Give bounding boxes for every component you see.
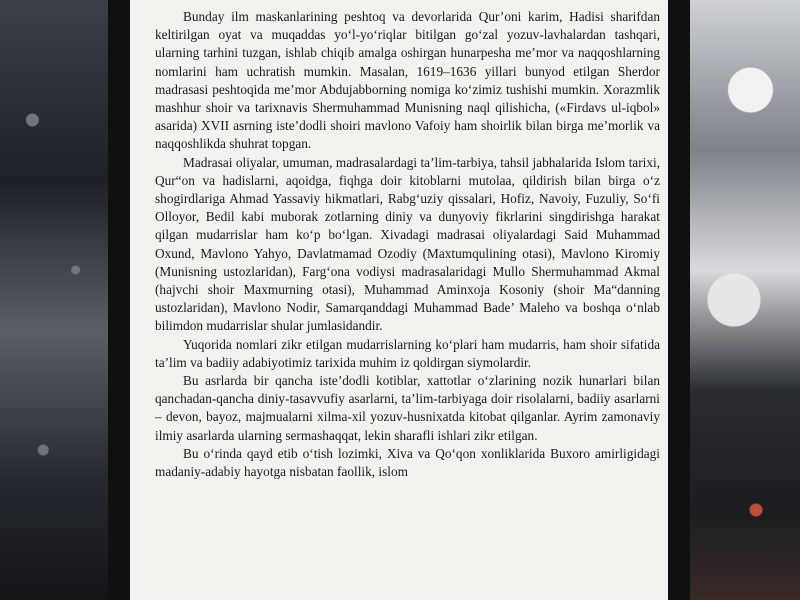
book-page [130,0,668,600]
page-gutter-right [668,0,690,600]
page-text [155,8,660,481]
paragraph-2: Madrasai oliyalar, umuman, madrasalardagi ta’lim-tarbiya, tahsil jabhalarida Islom tarixi, Qur“on va hadislarni, aqoidga, fiqhga doir kitoblarni mutolaa, qildirish bilan birga o‘z shogirdlariga Ahmad Yassaviy hikmatlari, Rabg‘uziy qissalari, Hofiz, Navoiy, Fuzuliy, So‘fi Olloyor, Bedil kabi muborak zotlarning diniy va dunyoviy fikrlarini singdirishga harakat qilgan mudarrislar ham ko‘p bo‘lgan. Xivadagi madrasai oliyalardagi Said Muhammad Oxund, Mavlono Yahyo, Davlatmamad Ozodiy (Maxtumqulining otasi), Mavlono Kiromiy (Munisning ustozlaridan), Farg‘ona vodiysi madrasalaridagi Mullo Shermuhammad Akmal (hajvchi shoir Maxmurning otasi), Muhammad Aminxoja Kosoniy (shoir Ma“danning ustozlaridan), Mavlono Nodir, Samarqanddagi Muhammad Bade’ Maleho va boshqa o‘nlab bilimdon mudarrislar shular jumlasidandir. [155,154,660,334]
paragraph-4: Bu asrlarda bir qancha iste’dodli kotiblar, xattotlar o‘zlarining nozik hunarlari bilan qanchadan-qancha diniy-tasavvufiy asarlarni, ta’lim-tarbiyaga doir risolalarni, badiiy asarlarni – devon, bayoz, majmualarni xilma-xil yozuv-husnixatda kitobat qilganlar. Ayrim zamonaviy ilmiy asarlarda ularning sermashaqqat, lekin sharafli ishlari zikr etilgan. [155,373,660,443]
paragraph-5: Bu o‘rinda qayd etib o‘tish lozimki, Xiva va Qo‘qon xonliklarida Buxoro amirligidagi madaniy-adabiy hayotga nisbatan faollik, islom [155,445,660,480]
paragraph-1: Bunday ilm maskanlarining peshtoq va devorlarida Qur’oni karim, Hadisi sharifdan keltirilgan oyat va muqaddas yo‘l-yo‘riqlar bitilgan go‘zal yozuv-lavhalardan tashqari, ularning tarhini tuzgan, ishlab chiqib amalga oshirgan hunarpesha me’mor va naqqoshlarning nomlarini ham uchratish mumkin. Masalan, 1619–1636 yillari bunyod etilgan Sherdor madrasasi peshtoqida me’mor Abdujabborning nomiga ko‘zimiz tushishi mumkin. Xorazmlik mashhur shoir va tarixnavis Shermuhammad Munisning naql qilishicha, («Firdavs ul-iqbol» asarida) XVII asrning iste’dodli shoiri mavlono Vafoiy ham shoirlik bilan birga me’morlik va naqqoshlikda shuhrat topgan. [155,9,660,152]
page-gutter-left [108,0,130,600]
paragraph-3: Yuqorida nomlari zikr etilgan mudarrislarning ko‘plari ham mudarris, ham shoir sifatida ta’lim va badiiy adabiyotimiz tarixida muhim iz qoldirgan siymolardir. [155,336,660,370]
wallpaper-right-panel [690,0,800,600]
wallpaper-left-panel [0,0,108,600]
